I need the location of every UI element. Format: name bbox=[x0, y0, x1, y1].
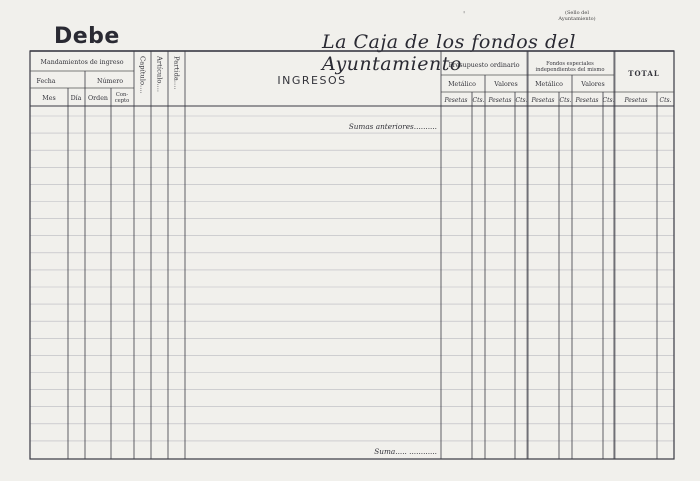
mes-header: Mes bbox=[42, 95, 56, 102]
main-title: La Caja de los fondos del Ayuntamiento bbox=[322, 31, 576, 75]
table-frame bbox=[30, 51, 674, 459]
pesetas-col-3: Pesetas bbox=[531, 97, 555, 104]
metalico-header-1: Metálico bbox=[448, 81, 476, 88]
pesetas-col-total: Pesetas bbox=[624, 97, 648, 104]
valores-header-1: Valores bbox=[494, 81, 518, 88]
sumas-anteriores-label: Sumas anteriores.......... bbox=[348, 122, 437, 131]
partida-header: Partida.... bbox=[172, 56, 181, 90]
metalico-header-2: Metálico bbox=[535, 81, 563, 88]
capitulo-header: Capítulo.... bbox=[138, 56, 147, 94]
debe-title: Debe bbox=[54, 24, 120, 49]
fondos-header-1: Fondos especiales bbox=[546, 61, 594, 67]
valores-header-2: Valores bbox=[581, 81, 605, 88]
page-mark: ' bbox=[463, 10, 466, 19]
cts-col-2: Cts. bbox=[515, 97, 528, 104]
suma-label: Suma..... ............ bbox=[374, 447, 437, 456]
concepto-header-2: cepto bbox=[114, 98, 130, 104]
presupuesto-header: Presupuesto ordinario bbox=[448, 62, 520, 69]
concepto-header-1: Con- bbox=[115, 92, 129, 98]
ruled-lines bbox=[30, 116, 674, 441]
stamp-line-1: (Sello del bbox=[565, 10, 589, 16]
fondos-header-2: independientes del mismo bbox=[535, 67, 605, 73]
numero-header: Número bbox=[96, 78, 124, 85]
ingresos-header: INGRESOS bbox=[277, 74, 347, 87]
pesetas-col-1: Pesetas bbox=[444, 97, 468, 104]
stamp-line-2: Ayuntamiento) bbox=[558, 16, 596, 22]
orden-header: Orden bbox=[88, 95, 108, 102]
cts-col-total: Cts. bbox=[659, 97, 672, 104]
pesetas-col-2: Pesetas bbox=[488, 97, 512, 104]
pesetas-col-4: Pesetas bbox=[575, 97, 599, 104]
mandamientos-header: Mandamientos de ingreso bbox=[40, 59, 124, 66]
fecha-header: Fecha bbox=[36, 78, 56, 85]
dia-header: Día bbox=[70, 95, 82, 102]
cts-col-4: Cts. bbox=[602, 97, 615, 104]
articulo-header: Artículo.... bbox=[155, 56, 164, 93]
cts-col-3: Cts. bbox=[559, 97, 572, 104]
total-header: TOTAL bbox=[628, 69, 660, 78]
cts-col-1: Cts. bbox=[472, 97, 485, 104]
